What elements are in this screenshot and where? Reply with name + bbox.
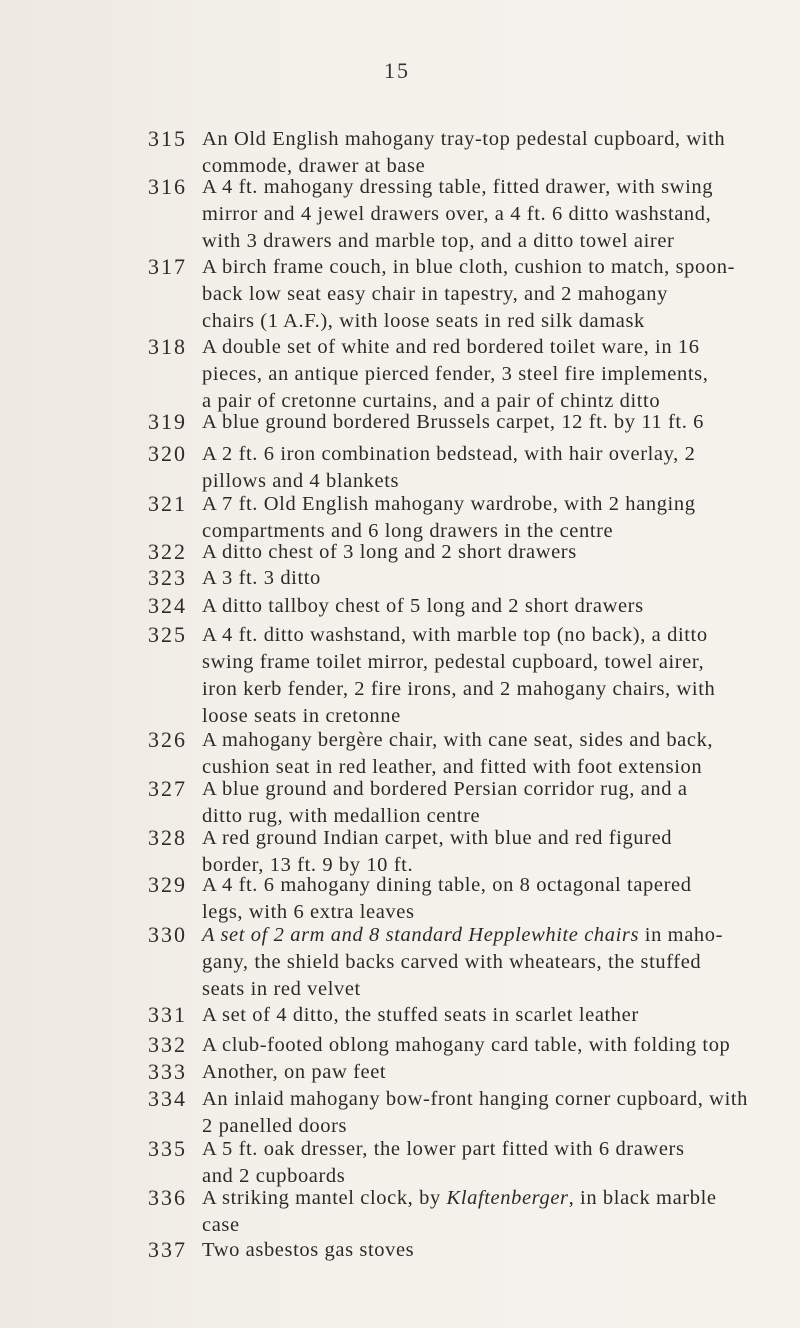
lot-description xyxy=(202,922,772,1003)
lot-description-text: A blue ground bordered Brussels carpet, 12 ft. by 11 ft. 6 xyxy=(202,411,705,433)
lot-description xyxy=(202,1136,772,1190)
lot-description xyxy=(202,334,772,415)
lot-description xyxy=(202,1059,772,1086)
lot-description-text: A 2 ft. 6 iron combination bedstead, with hair overlay, 2 pillows and 4 blankets xyxy=(202,443,696,492)
lot-number: 330 xyxy=(148,922,187,947)
lot-description xyxy=(202,409,772,436)
lot-description xyxy=(202,441,772,495)
lot-description xyxy=(202,872,772,926)
lot-number: 322 xyxy=(148,539,187,564)
lot-description-text: A mahogany bergère chair, with cane seat, sides and back, cushion seat in red leather, and fitted with foot extension xyxy=(202,729,714,778)
lot-description-text: An inlaid mahogany bow-front hanging corner cupboard, with 2 panelled doors xyxy=(202,1088,749,1137)
page-number: 15 xyxy=(384,58,410,83)
lot-description-text: A 4 ft. 6 mahogany dining table, on 8 octagonal tapered legs, with 6 extra leaves xyxy=(202,874,692,923)
lot-description xyxy=(202,1185,772,1239)
lot-number: 337 xyxy=(148,1237,187,1262)
lot-number: 331 xyxy=(148,1002,187,1027)
lot-description-italic: A set of 2 arm and 8 standard Hepplewhite chairs xyxy=(202,924,640,946)
lot-description xyxy=(202,126,772,180)
lot-number: 328 xyxy=(148,825,187,850)
lot-description xyxy=(202,593,772,620)
lot-description-text: Another, on paw feet xyxy=(202,1061,387,1083)
lot-description-text: A striking mantel clock, by xyxy=(202,1187,447,1209)
lot-description-text: A 3 ft. 3 ditto xyxy=(202,567,321,589)
lot-number: 323 xyxy=(148,565,187,590)
lot-description-text: A 4 ft. ditto washstand, with marble top (no back), a ditto swing frame toilet mirror, pedestal cupboard, towel airer, iron kerb fender, 2 fire irons, and 2 mahogany chairs, with loose seats in cretonne xyxy=(202,624,716,727)
lot-description-text: Two asbestos gas stoves xyxy=(202,1239,415,1261)
lot-description xyxy=(202,776,772,830)
lot-number: 320 xyxy=(148,441,187,466)
lot-number: 326 xyxy=(148,727,187,752)
lot-description-text: , in black marble case xyxy=(202,1187,717,1236)
lot-description xyxy=(202,491,772,545)
lot-description-text: A set of 4 ditto, the stuffed seats in scarlet leather xyxy=(202,1004,639,1026)
lot-description-text: A double set of white and red bordered toilet ware, in 16 pieces, an antique pierced fender, 3 steel fire implements, a pair of cretonne curtains, and a pair of chintz ditto xyxy=(202,336,709,412)
lot-number: 316 xyxy=(148,174,187,199)
lot-description-text: A ditto chest of 3 long and 2 short drawers xyxy=(202,541,577,563)
lot-description xyxy=(202,1002,772,1029)
lot-number: 318 xyxy=(148,334,187,359)
lot-number: 325 xyxy=(148,622,187,647)
lot-number: 315 xyxy=(148,126,187,151)
lot-number: 333 xyxy=(148,1059,187,1084)
lot-description xyxy=(202,1032,772,1059)
lot-description xyxy=(202,174,772,255)
lot-number: 324 xyxy=(148,593,187,618)
lot-description-text: A ditto tallboy chest of 5 long and 2 short drawers xyxy=(202,595,644,617)
lot-number: 329 xyxy=(148,872,187,897)
lot-description xyxy=(202,825,772,879)
lot-description-text: A red ground Indian carpet, with blue and red figured border, 13 ft. 9 by 10 ft. xyxy=(202,827,673,876)
lot-description-text: A birch frame couch, in blue cloth, cushion to match, spoon- back low seat easy chair in tapestry, and 2 mahogany chairs (1 A.F.), with loose seats in red silk damask xyxy=(202,256,736,332)
lot-description xyxy=(202,254,772,335)
lot-number: 335 xyxy=(148,1136,187,1161)
lot-number: 321 xyxy=(148,491,187,516)
lot-description xyxy=(202,622,772,730)
lot-number: 327 xyxy=(148,776,187,801)
lot-description xyxy=(202,1237,772,1264)
lot-number: 319 xyxy=(148,409,187,434)
lot-description xyxy=(202,565,772,592)
lot-number: 336 xyxy=(148,1185,187,1210)
lot-description-italic: Klaftenberger xyxy=(446,1187,569,1209)
lot-number: 317 xyxy=(148,254,187,279)
lot-description xyxy=(202,1086,772,1140)
lot-description-text: A 4 ft. mahogany dressing table, fitted drawer, with swing mirror and 4 jewel drawers over, a 4 ft. 6 ditto washstand, with 3 drawers and marble top, and a ditto towel airer xyxy=(202,176,714,252)
lot-description-text: in maho- gany, the shield backs carved with wheatears, the stuffed seats in red velvet xyxy=(202,924,724,1000)
lot-description xyxy=(202,727,772,781)
lot-description-text: An Old English mahogany tray-top pedestal cupboard, with commode, drawer at base xyxy=(202,128,726,177)
lot-number: 332 xyxy=(148,1032,187,1057)
lot-description-text: A club-footed oblong mahogany card table, with folding top xyxy=(202,1034,731,1056)
lot-description-text: A 7 ft. Old English mahogany wardrobe, with 2 hanging compartments and 6 long drawers in the centre xyxy=(202,493,696,542)
lot-description-text: A blue ground and bordered Persian corridor rug, and a ditto rug, with medallion centre xyxy=(202,778,688,827)
lot-description xyxy=(202,539,772,566)
lot-description-text: A 5 ft. oak dresser, the lower part fitted with 6 drawers and 2 cupboards xyxy=(202,1138,685,1187)
lot-number: 334 xyxy=(148,1086,187,1111)
